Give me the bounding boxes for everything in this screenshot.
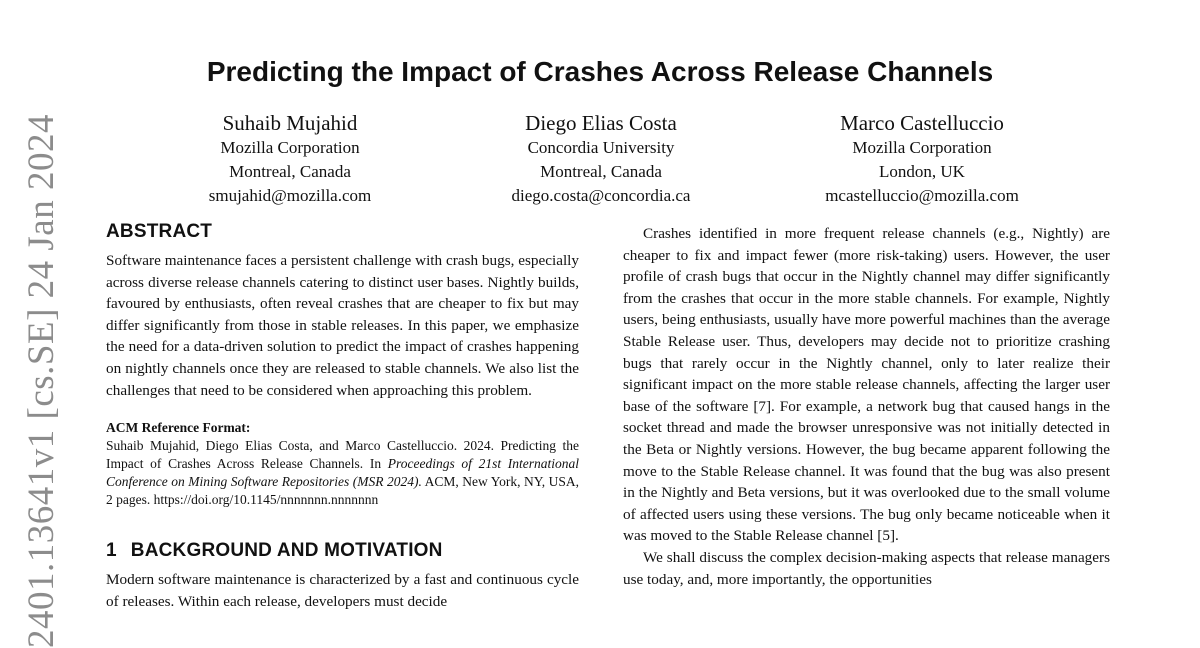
author-email: smujahid@mozilla.com: [208, 186, 372, 205]
author-location: Montreal, Canada: [540, 162, 662, 181]
acm-reference-text: [106, 437, 579, 509]
body-paragraph: We shall discuss the complex decision-making aspects that release managers use today, and, more importantly, the opportunities: [623, 548, 1110, 588]
paper-title: Predicting the Impact of Crashes Across Release Channels: [206, 56, 994, 87]
author-block: [130, 110, 450, 208]
acm-reference-publisher: ACM, New York, NY, USA, 2 pages. https://doi.org/10.1145/nnnnnnn.nnnnnnn: [106, 474, 579, 508]
author-location: London, UK: [879, 162, 965, 181]
author-name: Suhaib Mujahid: [222, 111, 358, 135]
arxiv-margin-stamp: 2401.13641v1 [cs.SE] 24 Jan 2024: [21, 114, 62, 648]
section-1-heading: [106, 539, 579, 563]
acm-reference-heading: ACM Reference Format:: [106, 420, 251, 436]
section-number: 1: [106, 540, 117, 562]
author-block: [441, 110, 761, 208]
section-1-body: Modern software maintenance is characterized by a fast and continuous cycle of releases. Within each release, developers must decide: [106, 571, 579, 610]
author-location: Montreal, Canada: [229, 162, 351, 181]
author-block: [762, 110, 1082, 208]
section-title: BACKGROUND AND MOTIVATION: [130, 540, 443, 562]
abstract-body: Software maintenance faces a persistent challenge with crash bugs, especially across diverse release channels catering to distinct user bases. Nightly builds, favoured by enthusiasts, often reveal crashes that are cheaper to fix but may differ significantly from those in stable releases. In this paper, we emphasize the need for a data-driven solution to predict the impact of crashes happening on nightly channels once they are released to stable channels. We also list the challenges that need to be considered when approaching this problem.: [106, 252, 579, 399]
author-affiliation: Mozilla Corporation: [220, 138, 360, 157]
author-affiliation: Mozilla Corporation: [852, 138, 992, 157]
author-email: diego.costa@concordia.ca: [511, 186, 691, 205]
author-affiliation: Concordia University: [527, 138, 675, 157]
author-email: mcastelluccio@mozilla.com: [825, 186, 1019, 205]
left-column: [106, 220, 579, 612]
author-name: Marco Castelluccio: [840, 111, 1004, 135]
body-paragraph: Crashes identified in more frequent release channels (e.g., Nightly) are cheaper to fix and impact fewer (more risk-taking) users. However, the user profile of crash bugs that occur in the Nightly channel may differ significantly from the crashes that occur in the more stable channels. For example, Nightly users, being enthusiasts, usually have more powerful machines than the average Stable Release user. Thus, developers may decide not to prioritize crashing bugs that rarely occur in the Nightly channel, only to later realize their significant impact on the more stable release channels, affecting the larger user base of the software [7]. For example, a network bug that caused hangs in the socket thread and made the browser unresponsive was not initially detected in the Beta or Nightly versions. However, the bug became apparent following the move to the Stable Release channel. It was found that the bug was also present in the Nightly and Beta versions, but it was overlooked due to the small volume of affected users using these versions. The bug only became noticeable when it was moved to the Stable Release channel [5].: [623, 225, 1110, 545]
acm-reference-venue: Proceedings of 21st International Conference on Mining Software Repositories (MSR 2024).: [106, 456, 579, 490]
acm-reference-citation: Suhaib Mujahid, Diego Elias Costa, and Marco Castelluccio. 2024. Predicting the Impact of Crashes Across Release Channels. In: [106, 438, 579, 472]
author-name: Diego Elias Costa: [525, 111, 677, 135]
right-column: [623, 223, 1110, 590]
abstract-heading: ABSTRACT: [106, 221, 213, 242]
